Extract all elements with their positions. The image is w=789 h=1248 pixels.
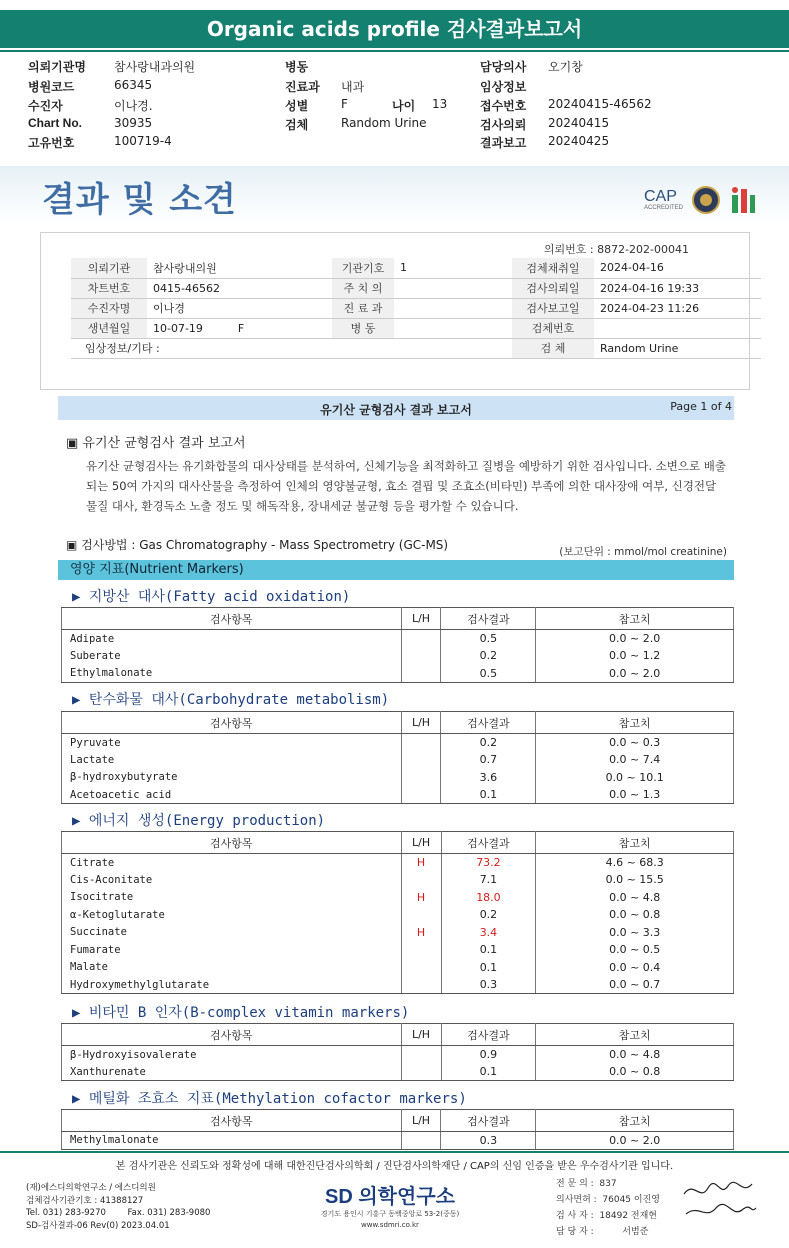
info-row: [71, 278, 761, 298]
cell-result: 3.4: [441, 924, 536, 942]
cell-name: Lactate: [62, 751, 402, 769]
table-header: [62, 832, 734, 854]
col-header-ref: 참고치: [536, 608, 734, 630]
table-row: [62, 647, 734, 665]
col-header-lh: L/H: [401, 1024, 441, 1046]
col-header-item: 검사항목: [62, 712, 402, 734]
cell-ref: 0.0 ~ 1.2: [536, 647, 734, 665]
col-header-ref: 참고치: [536, 712, 734, 734]
brand-name: SD 의학연구소: [325, 1186, 455, 1208]
cell-result: 7.1: [441, 871, 536, 889]
cell-result: 0.2: [441, 647, 536, 665]
footer-line: Tel. 031) 283-9270 Fax. 031) 283-9080: [26, 1208, 211, 1218]
table-header: [62, 1024, 734, 1046]
table-row: [62, 769, 734, 787]
cell-lh: [401, 786, 441, 804]
group-heading: ▶ 비타민 B 인자(B-complex vitamin markers): [72, 1005, 410, 1021]
h-value: 30935: [114, 116, 153, 130]
table-row: [62, 1046, 734, 1064]
info-val: Random Urine: [594, 338, 761, 358]
h-label: 검체: [285, 118, 309, 132]
h-label: 병원코드: [28, 80, 75, 94]
info-key: 의뢰기관: [71, 258, 147, 278]
footer-left: [26, 1182, 210, 1232]
h-label: 검사의뢰: [480, 118, 527, 132]
h-value: 내과: [341, 80, 365, 94]
cell-name: Cis-Aconitate: [62, 871, 402, 889]
h-value: 66345: [114, 78, 153, 92]
accreditation-logos: [644, 180, 757, 220]
cell-lh: [401, 941, 441, 959]
cell-ref: 0.0 ~ 2.0: [536, 630, 734, 648]
cell-lh: [401, 1046, 441, 1064]
cell-name: Acetoacetic acid: [62, 786, 402, 804]
cell-ref: 0.0 ~ 10.1: [536, 769, 734, 787]
cell-result: 0.2: [441, 906, 536, 924]
table-row: [62, 889, 734, 907]
col-header-item: 검사항목: [62, 832, 402, 854]
request-info-table: [71, 258, 761, 359]
clinical-info: 임상정보/기타 :: [71, 338, 512, 358]
table-row: [62, 871, 734, 889]
cell-ref: 0.0 ~ 7.4: [536, 751, 734, 769]
table-row: [62, 786, 734, 804]
cell-name: Xanthurenate: [62, 1063, 402, 1081]
info-val: 2024-04-23 11:26: [594, 298, 761, 318]
cell-ref: 0.0 ~ 0.4: [536, 959, 734, 977]
signatory-line: 담 당 자 : 서범준: [556, 1227, 649, 1237]
result-table: [61, 1023, 734, 1081]
cell-name: Succinate: [62, 924, 402, 942]
table-row: [62, 665, 734, 683]
cell-lh: H: [401, 889, 441, 907]
cell-result: 0.1: [441, 941, 536, 959]
cell-ref: 0.0 ~ 1.3: [536, 786, 734, 804]
col-header-ref: 참고치: [536, 1024, 734, 1046]
cell-result: 0.1: [441, 786, 536, 804]
cell-lh: [401, 959, 441, 977]
h-value: 13: [432, 97, 448, 111]
col-header-item: 검사항목: [62, 1024, 402, 1046]
cell-name: Malate: [62, 959, 402, 977]
table-row: [62, 854, 734, 872]
cell-name: α-Ketoglutarate: [62, 906, 402, 924]
info-key: 기관기호: [332, 258, 394, 278]
cell-name: Fumarate: [62, 941, 402, 959]
result-table: [61, 607, 734, 683]
cell-name: Citrate: [62, 854, 402, 872]
h-value: 이나경.: [114, 99, 153, 113]
result-table: [61, 831, 734, 994]
cell-result: 0.7: [441, 751, 536, 769]
group-heading: ▶ 메틸화 조효소 지표(Methylation cofactor markers): [72, 1091, 467, 1107]
section-heading: ▣ 유기산 균형검사 결과 보고서: [66, 436, 246, 451]
cell-ref: 0.0 ~ 4.8: [536, 1046, 734, 1064]
cell-lh: [401, 647, 441, 665]
col-header-ref: 참고치: [536, 832, 734, 854]
table-header: [62, 712, 734, 734]
cell-result: 0.3: [441, 1132, 536, 1150]
info-val: [594, 318, 761, 338]
signatory-line: 전 문 의 : 837: [556, 1179, 617, 1189]
description: 유기산 균형검사는 유기화합물의 대사상태를 분석하여, 신체기능을 최적화하고 질병을 예방하기 위한 검사입니다. 소변으로 배출되는 50여 가지의 대사산물을 측정하여 인체의 영양불균형, 효소 결핍 및 조효소(비타민) 부족에 의한 대사장애 여부, 신경전달물질 대사, 환경독소 노출 정도 및 해독작용, 장내세균 불균형 등을 평가할 수 있습니다.: [86, 459, 726, 513]
cell-result: 0.5: [441, 630, 536, 648]
cell-name: Adipate: [62, 630, 402, 648]
cell-ref: 4.6 ~ 68.3: [536, 854, 734, 872]
info-key: 병 동: [332, 318, 394, 338]
cap-sub: ACCREDITED: [643, 205, 683, 211]
h-label: 결과보고: [480, 136, 527, 150]
lab-logo-icon: [729, 185, 757, 215]
group-heading: ▶ 에너지 생성(Energy production): [72, 813, 326, 829]
info-val: 0415-46562: [147, 278, 332, 298]
cell-ref: 0.0 ~ 0.8: [536, 906, 734, 924]
cell-name: Pyruvate: [62, 734, 402, 752]
table-row: [62, 1063, 734, 1081]
h-value: 참사랑내과의원: [114, 60, 196, 74]
cell-lh: [401, 751, 441, 769]
seal-icon: [691, 185, 721, 215]
table-row: [62, 630, 734, 648]
col-header-lh: L/H: [401, 1110, 441, 1132]
info-key: 검사보고일: [512, 298, 594, 318]
table-row: [62, 924, 734, 942]
h-label: 접수번호: [480, 99, 527, 113]
info-key: 진 료 과: [332, 298, 394, 318]
table-header: [62, 608, 734, 630]
col-header-lh: L/H: [401, 608, 441, 630]
footer-signatories: [556, 1176, 660, 1240]
info-val: 10-07-19 F: [147, 318, 332, 338]
method-heading: ▣ 검사방법 : Gas Chromatography - Mass Spectrometry (GC-MS): [66, 538, 449, 552]
cell-lh: [401, 1063, 441, 1081]
cell-result: 18.0: [441, 889, 536, 907]
info-key: 차트번호: [71, 278, 147, 298]
category-bar: 영양 지표(Nutrient Markers): [58, 560, 734, 580]
info-val: [394, 278, 512, 298]
info-key: 검체채취일: [512, 258, 594, 278]
footer-brand: [300, 1180, 480, 1231]
cell-lh: [401, 1132, 441, 1150]
h-value: Random Urine: [341, 116, 427, 130]
cell-result: 0.3: [441, 976, 536, 994]
cap-text: CAP: [643, 188, 677, 205]
h-label: 진료과: [285, 80, 320, 94]
footer-note: 본 검사기관은 신뢰도와 정확성에 대해 대한진단검사의학회 / 진단검사의학재단 / CAP의 신임 인증을 받은 우수검사기관 입니다.: [0, 1151, 789, 1171]
cell-lh: H: [401, 924, 441, 942]
info-val: 2024-04-16 19:33: [594, 278, 761, 298]
report-title: 유기산 균형검사 결과 보고서: [320, 403, 472, 417]
brand-address: 경기도 용인시 기흥구 동백중앙로 53-2(중동): [320, 1210, 460, 1218]
cell-ref: 0.0 ~ 0.5: [536, 941, 734, 959]
h-value: 20240415-46562: [548, 97, 652, 111]
info-val: 2024-04-16: [594, 258, 761, 278]
cell-lh: [401, 665, 441, 683]
table-row: [62, 734, 734, 752]
col-header-result: 검사결과: [441, 712, 536, 734]
h-value: F: [341, 97, 348, 111]
cell-result: 0.9: [441, 1046, 536, 1064]
cap-logo: [644, 189, 683, 211]
h-label: Chart No.: [28, 116, 82, 130]
info-key: 검사의뢰일: [512, 278, 594, 298]
group-heading: ▶ 지방산 대사(Fatty acid oxidation): [72, 589, 351, 605]
h-label: 임상정보: [480, 80, 527, 94]
report-bar: [58, 396, 734, 420]
info-key: 수진자명: [71, 298, 147, 318]
info-key: 검체번호: [512, 318, 594, 338]
h-label: 수진자: [28, 99, 63, 113]
cell-ref: 0.0 ~ 15.5: [536, 871, 734, 889]
result-banner: [0, 166, 789, 226]
col-header-lh: L/H: [401, 712, 441, 734]
col-header-result: 검사결과: [441, 832, 536, 854]
table-row: [62, 1132, 734, 1150]
result-table: [61, 1109, 734, 1150]
h-label: 성별: [285, 99, 309, 113]
page-indicator: Page 1 of 4: [670, 400, 732, 413]
table-row: [62, 959, 734, 977]
cell-ref: 0.0 ~ 3.3: [536, 924, 734, 942]
signature-icon: [680, 1178, 760, 1226]
col-header-lh: L/H: [401, 832, 441, 854]
h-label: 고유번호: [28, 136, 75, 150]
cell-name: Hydroxymethylglutarate: [62, 976, 402, 994]
footer-line: SD-검사결과-06 Rev(0) 2023.04.01: [26, 1220, 170, 1231]
info-key: 검 체: [512, 338, 594, 358]
cell-ref: 0.0 ~ 0.7: [536, 976, 734, 994]
h-label: 병동: [285, 60, 309, 74]
col-header-result: 검사결과: [441, 608, 536, 630]
cell-name: β-Hydroxyisovalerate: [62, 1046, 402, 1064]
h-label: 나이: [392, 99, 416, 113]
request-info-box: [40, 232, 750, 390]
patient-header: [0, 56, 789, 156]
cell-result: 0.1: [441, 1063, 536, 1081]
h-label: 의뢰기관명: [28, 60, 86, 74]
cell-ref: 0.0 ~ 4.8: [536, 889, 734, 907]
footer-line: 검체검사기관기호 : 41388127: [26, 1195, 144, 1206]
col-header-item: 검사항목: [62, 608, 402, 630]
cell-name: Methylmalonate: [62, 1132, 402, 1150]
unit-note: (보고단위 : mmol/mol creatinine): [559, 546, 727, 558]
info-val: [394, 318, 512, 338]
cell-result: 73.2: [441, 854, 536, 872]
cell-result: 0.1: [441, 959, 536, 977]
brand-website: www.sdmri.co.kr: [361, 1221, 419, 1229]
cell-name: Suberate: [62, 647, 402, 665]
cell-result: 3.6: [441, 769, 536, 787]
col-header-item: 검사항목: [62, 1110, 402, 1132]
table-header: [62, 1110, 734, 1132]
info-val: 1: [394, 258, 512, 278]
result-title: 결과 및 소견: [42, 180, 237, 220]
info-row: [71, 318, 761, 338]
cell-name: β-hydroxybutyrate: [62, 769, 402, 787]
result-table: [61, 711, 734, 804]
cell-result: 0.5: [441, 665, 536, 683]
cell-lh: [401, 976, 441, 994]
info-val: 참사랑내의원: [147, 258, 332, 278]
info-row: [71, 298, 761, 318]
col-header-result: 검사결과: [441, 1110, 536, 1132]
h-label: 담당의사: [480, 60, 527, 74]
cell-lh: [401, 906, 441, 924]
cell-lh: H: [401, 854, 441, 872]
request-number: 의뢰번호 : 8872-202-00041: [543, 243, 689, 256]
table-row: [62, 941, 734, 959]
info-val: 이나경: [147, 298, 332, 318]
col-header-ref: 참고치: [536, 1110, 734, 1132]
h-value: 오기창: [548, 60, 583, 74]
cell-lh: [401, 630, 441, 648]
signatory-line: 의사면허 : 76045 이진영: [556, 1195, 660, 1205]
col-header-result: 검사결과: [441, 1024, 536, 1046]
cell-ref: 0.0 ~ 0.3: [536, 734, 734, 752]
cell-ref: 0.0 ~ 2.0: [536, 1132, 734, 1150]
info-key: 생년월일: [71, 318, 147, 338]
cell-name: Ethylmalonate: [62, 665, 402, 683]
info-row: [71, 258, 761, 278]
cell-name: Isocitrate: [62, 889, 402, 907]
table-row: [62, 976, 734, 994]
h-value: 100719-4: [114, 134, 172, 148]
cell-ref: 0.0 ~ 0.8: [536, 1063, 734, 1081]
h-value: 20240415: [548, 116, 610, 130]
info-key: 주 치 의: [332, 278, 394, 298]
table-row: [62, 906, 734, 924]
group-heading: ▶ 탄수화물 대사(Carbohydrate metabolism): [72, 692, 390, 708]
h-value: 20240425: [548, 134, 610, 148]
page-title: Organic acids profile 검사결과보고서: [0, 10, 789, 48]
table-row: [62, 751, 734, 769]
cell-ref: 0.0 ~ 2.0: [536, 665, 734, 683]
signatory-line: 검 사 자 : 18492 전재현: [556, 1211, 657, 1221]
info-row: [71, 338, 761, 358]
cell-lh: [401, 769, 441, 787]
footer-line: (재)에스디의학연구소 / 에스디의원: [26, 1183, 156, 1193]
cell-lh: [401, 871, 441, 889]
cell-result: 0.2: [441, 734, 536, 752]
cell-lh: [401, 734, 441, 752]
info-val: [394, 298, 512, 318]
